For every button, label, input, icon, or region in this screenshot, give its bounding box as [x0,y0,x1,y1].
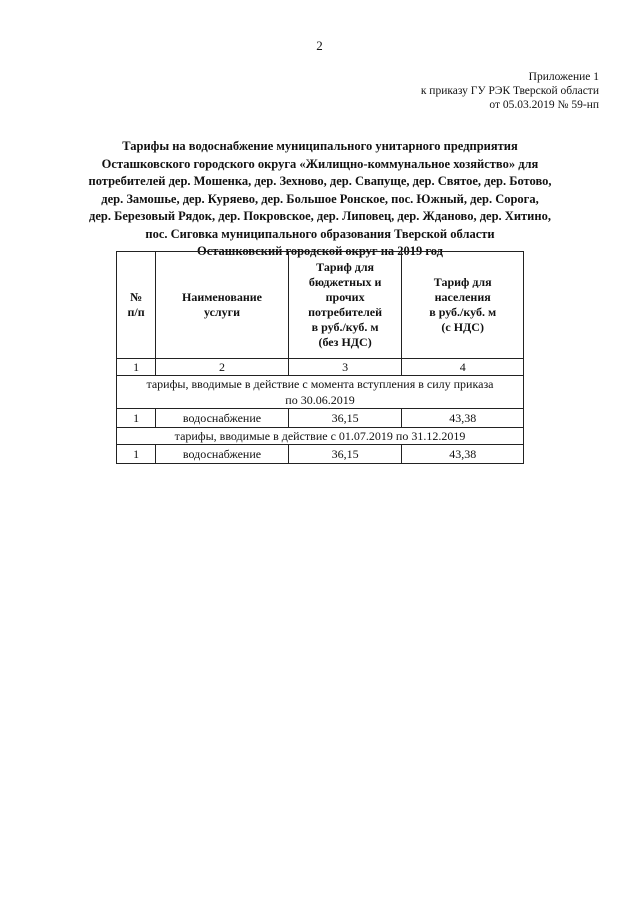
header-text: Наименование [182,290,262,304]
header-population-tariff [402,252,524,359]
section-header-row [117,376,524,409]
document-title [70,138,570,261]
title-line: пос. Сиговка муниципального образования Тверской области [145,226,495,241]
header-text: населения [434,290,491,304]
appendix-line: Приложение 1 [528,71,599,83]
header-number [117,252,156,359]
header-service-name [156,252,289,359]
header-text: п/п [127,305,145,319]
population-tariff-value: 43,38 [402,445,524,464]
header-text: потребителей [308,305,383,319]
service-name: водоснабжение [156,409,289,428]
row-number: 1 [117,409,156,428]
header-text: прочих [325,290,365,304]
page-number: 2 [316,38,323,53]
population-tariff-value: 43,38 [402,409,524,428]
title-line: Осташковский городской округ на 2019 год [196,244,444,258]
service-name: водоснабжение [156,445,289,464]
title-line: дер. Березовый Рядок, дер. Покровское, дер. Липовец, дер. Жданово, дер. Хитино, [89,209,551,223]
appendix-line: к приказу ГУ РЭК Тверской области [420,85,599,97]
section-label-line: тарифы, вводимые в действие с 01.07.2019 по 31.12.2019 [174,429,466,443]
header-text: № [130,290,143,304]
title-line: Осташковского городского округа «Жилищно-коммунальное хозяйство» для [101,156,539,171]
table-row [117,409,524,428]
table-header-row [117,252,524,359]
section-label-line: по 30.06.2019 [285,393,355,407]
column-number: 2 [156,359,289,376]
header-text: Тариф для [316,260,375,274]
title-line: дер. Замошье, дер. Куряево, дер. Большое Ронское, пос. Южный, дер. Сорога, [101,191,539,206]
appendix-line: от 05.03.2019 № 59-нп [489,99,599,111]
column-number: 1 [117,359,156,376]
table-row [117,445,524,464]
appendix-reference [421,70,599,112]
row-number: 1 [117,445,156,464]
header-budget-tariff [288,252,402,359]
tariffs-table [116,251,524,464]
header-text: бюджетных и [308,275,382,289]
column-number: 3 [288,359,402,376]
header-text: в руб./куб. м [311,320,379,334]
header-text: (без НДС) [318,335,372,349]
title-line: Тарифы на водоснабжение муниципального унитарного предприятия [122,139,518,153]
section-label [117,428,524,445]
column-number: 4 [402,359,524,376]
title-line: потребителей дер. Мошенка, дер. Зехново, дер. Свапуще, дер. Святое, дер. Ботово, [88,174,552,188]
budget-tariff-value: 36,15 [288,409,402,428]
column-numbers-row [117,359,524,376]
header-text: услуги [203,305,241,319]
section-label [117,376,524,409]
header-text: (с НДС) [441,320,484,334]
section-header-row [117,428,524,445]
section-label-line: тарифы, вводимые в действие с момента вступления в силу приказа [146,377,494,391]
budget-tariff-value: 36,15 [288,445,402,464]
header-text: Тариф для [433,275,492,289]
header-text: в руб./куб. м [429,305,497,319]
